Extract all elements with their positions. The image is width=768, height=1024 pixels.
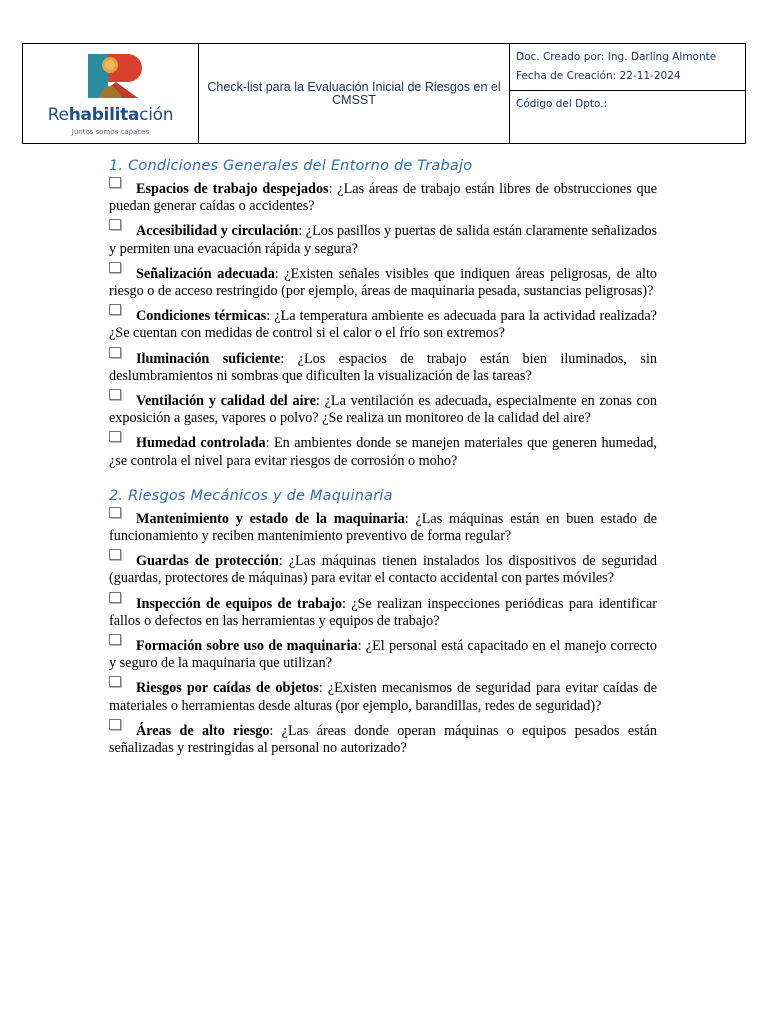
list-item: Humedad controlada: En ambientes donde se manejen materiales que generen humedad, ¿se controla el nivel para evitar riesgos de corrosión o moho?: [109, 435, 657, 469]
list-item: Condiciones térmicas: ¿La temperatura ambiente es adecuada para la actividad realizada? ¿Se cuentan con medidas de control si el calor o el frío son extremos?: [109, 308, 657, 342]
checkbox[interactable]: [109, 634, 121, 645]
checkbox[interactable]: [109, 592, 121, 603]
meta-dept: [510, 91, 746, 144]
section-title: 2. Riesgos Mecánicos y de Maquinaria: [109, 487, 393, 504]
checkbox[interactable]: [109, 389, 121, 400]
checkbox[interactable]: [109, 177, 121, 188]
created-by: Doc. Creado por: Ing. Darling Almonte: [516, 51, 717, 63]
checkbox[interactable]: [109, 304, 121, 315]
list-item: Guardas de protección: ¿Las máquinas tienen instalados los dispositivos de seguridad (guardas, protectores de máquinas) para evitar el contacto accidental con partes móviles?: [109, 553, 657, 587]
checkbox[interactable]: [109, 347, 121, 358]
logo-tagline: Juntos somos capaces: [71, 128, 150, 136]
list-item: Iluminación suficiente: ¿Los espacios de trabajo están bien iluminados, sin deslumbramientos ni sombras que dificulten la visualización de las tareas?: [109, 351, 657, 385]
meta-created: [510, 44, 746, 91]
checkbox[interactable]: [109, 507, 121, 518]
list-item: Accesibilidad y circulación: ¿Los pasillos y puertas de salida están claramente señalizados y permiten una evacuación rápida y segura?: [109, 223, 657, 257]
list-item: Ventilación y calidad del aire: ¿La ventilación es adecuada, especialmente en zonas con exposición a gases, vapores o polvo? ¿Se realiza un monitoreo de la calidad del aire?: [109, 393, 657, 427]
list-item: Áreas de alto riesgo: ¿Las áreas donde operan máquinas o equipos pesados están señalizadas y restringidas al personal no autorizado?: [109, 723, 657, 757]
logo-cell: [23, 44, 199, 144]
list-item: Inspección de equipos de trabajo: ¿Se realizan inspecciones periódicas para identificar fallos o defectos en las herramientas y equipos de trabajo?: [109, 596, 657, 630]
logo-wordmark: Rehabilitación: [47, 105, 174, 125]
checkbox[interactable]: [109, 676, 121, 687]
checkbox[interactable]: [109, 431, 121, 442]
checkbox[interactable]: [109, 262, 121, 273]
logo-figure-icon: [36, 48, 186, 108]
checkbox[interactable]: [109, 719, 121, 730]
created-date: Fecha de Creación: 22-11-2024: [516, 70, 681, 82]
list-item: Señalización adecuada: ¿Existen señales visibles que indiquen áreas peligrosas, de alto riesgo o de acceso restringido (por ejemplo, áreas de maquinaria pesada, sustancias peligrosas)?: [109, 266, 657, 300]
checkbox[interactable]: [109, 549, 121, 560]
list-item: Riesgos por caídas de objetos: ¿Existen mecanismos de seguridad para evitar caídas de materiales o herramientas desde alturas (por ejemplo, barandillas, redes de seguridad)?: [109, 680, 657, 714]
document-title: Check-list para la Evaluación Inicial de Riesgos en el CMSST: [199, 44, 510, 144]
list-item: Formación sobre uso de maquinaria: ¿El personal está capacitado en el manejo correcto y seguro de la maquinaria que utilizan?: [109, 638, 657, 672]
section-title: 1. Condiciones Generales del Entorno de Trabajo: [109, 158, 473, 174]
company-logo: [36, 45, 186, 137]
document-header: [22, 43, 746, 144]
checklist-content: [109, 154, 657, 765]
list-item: Espacios de trabajo despejados: ¿Las áreas de trabajo están libres de obstrucciones que puedan generar caídas o accidentes?: [109, 181, 657, 215]
list-item: Mantenimiento y estado de la maquinaria: ¿Las máquinas están en buen estado de funcionamiento y reciben mantenimiento preventivo de forma regular?: [109, 511, 657, 545]
dept-code: Código del Dpto.:: [516, 98, 608, 110]
checkbox[interactable]: [109, 219, 121, 230]
